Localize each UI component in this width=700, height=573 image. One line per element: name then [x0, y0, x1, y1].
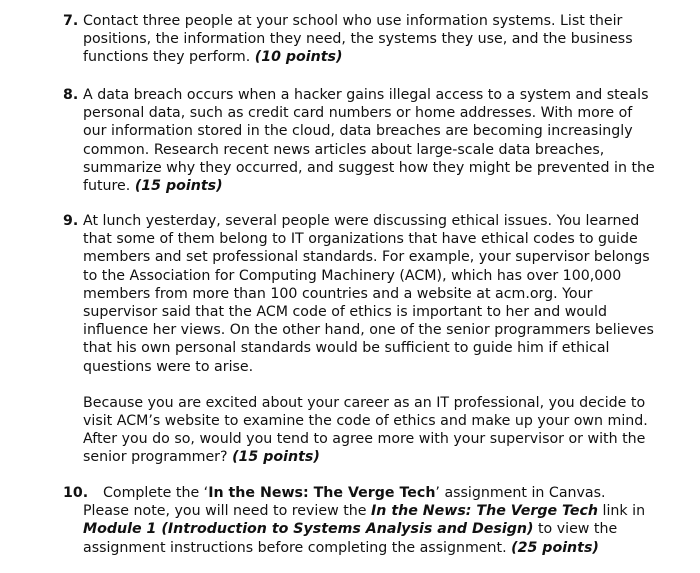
question-text	[83, 86, 668, 195]
paragraph-2	[83, 394, 668, 467]
question-text	[83, 12, 668, 67]
text-line: Because you are excited about your career as an IT professional, you decide to	[83, 394, 646, 411]
module-name: Module 1 (Introduction to Systems Analysis and Design)	[83, 521, 534, 538]
text-line: visit ACM’s website to examine the code of ethics and make up your own mind.	[83, 413, 648, 430]
text-line: that his own personal standards would be sufficient to guide him if ethical	[83, 340, 610, 357]
link-name: In the News: The Verge Tech	[371, 503, 599, 520]
question-text	[83, 212, 668, 467]
text-line	[83, 539, 668, 557]
text-segment: functions they perform.	[83, 49, 255, 66]
text-line	[83, 177, 668, 195]
text-line: positions, the information they need, the systems they use, and the business	[83, 31, 633, 48]
text-line: A data breach occurs when a hacker gains illegal access to a system and steals	[83, 87, 649, 103]
text-line: supervisor said that the ACM code of ethics is important to her and would	[83, 304, 607, 321]
points-label: (25 points)	[511, 539, 599, 556]
text-line: At lunch yesterday, several people were discussing ethical issues. You learned	[83, 213, 640, 229]
assignment-title: In the News: The Verge Tech	[208, 485, 436, 501]
text-line: Contact three people at your school who use information systems. List their	[83, 13, 623, 29]
text-line: members and set professional standards. For example, your supervisor belongs	[83, 249, 650, 266]
text-line: questions were to arise.	[83, 358, 254, 375]
text-line: After you do so, would you tend to agree more with your supervisor or with the	[83, 431, 646, 448]
text-line: our information stored in the cloud, data breaches are becoming increasingly	[83, 123, 633, 140]
text-segment: Please note, you will need to review the	[83, 503, 371, 520]
question-number: 10.	[63, 485, 89, 501]
text-line: members from more than 100 countries and a website at acm.org. Your	[83, 285, 593, 302]
text-line	[83, 520, 668, 538]
question-text	[83, 484, 668, 557]
text-line	[83, 48, 668, 66]
text-line: summarize why they occurred, and suggest how they might be prevented in the	[83, 159, 655, 176]
points-label: (10 points)	[254, 49, 343, 66]
text-line	[83, 448, 668, 466]
text-segment: to view the	[533, 521, 618, 538]
text-line: influence her views. On the other hand, one of the senior programmers believes	[83, 322, 654, 339]
text-segment: link in	[598, 503, 646, 520]
question-number: 7.	[63, 13, 79, 29]
points-label: (15 points)	[232, 449, 320, 466]
text-segment: senior programmer?	[83, 449, 233, 466]
text-segment: ’ assignment in Canvas.	[435, 485, 606, 501]
text-line: to the Association for Computing Machinery (ACM), which has over 100,000	[83, 267, 622, 284]
text-line	[83, 484, 668, 502]
text-segment: future.	[83, 178, 135, 195]
text-line: that some of them belong to IT organizations that have ethical codes to guide	[83, 231, 638, 248]
points-label: (15 points)	[134, 178, 223, 195]
question-number: 8.	[63, 87, 79, 103]
text-segment: Complete the ‘	[103, 485, 209, 501]
text-line	[83, 502, 668, 520]
text-segment: assignment instructions before completing the assignment.	[83, 539, 512, 556]
paragraph-1	[83, 212, 668, 376]
text-line: personal data, such as credit card numbers or home addresses. With more of	[83, 105, 633, 122]
text-line: common. Research recent news articles about large-scale data breaches,	[83, 141, 605, 158]
question-number: 9.	[63, 213, 79, 229]
